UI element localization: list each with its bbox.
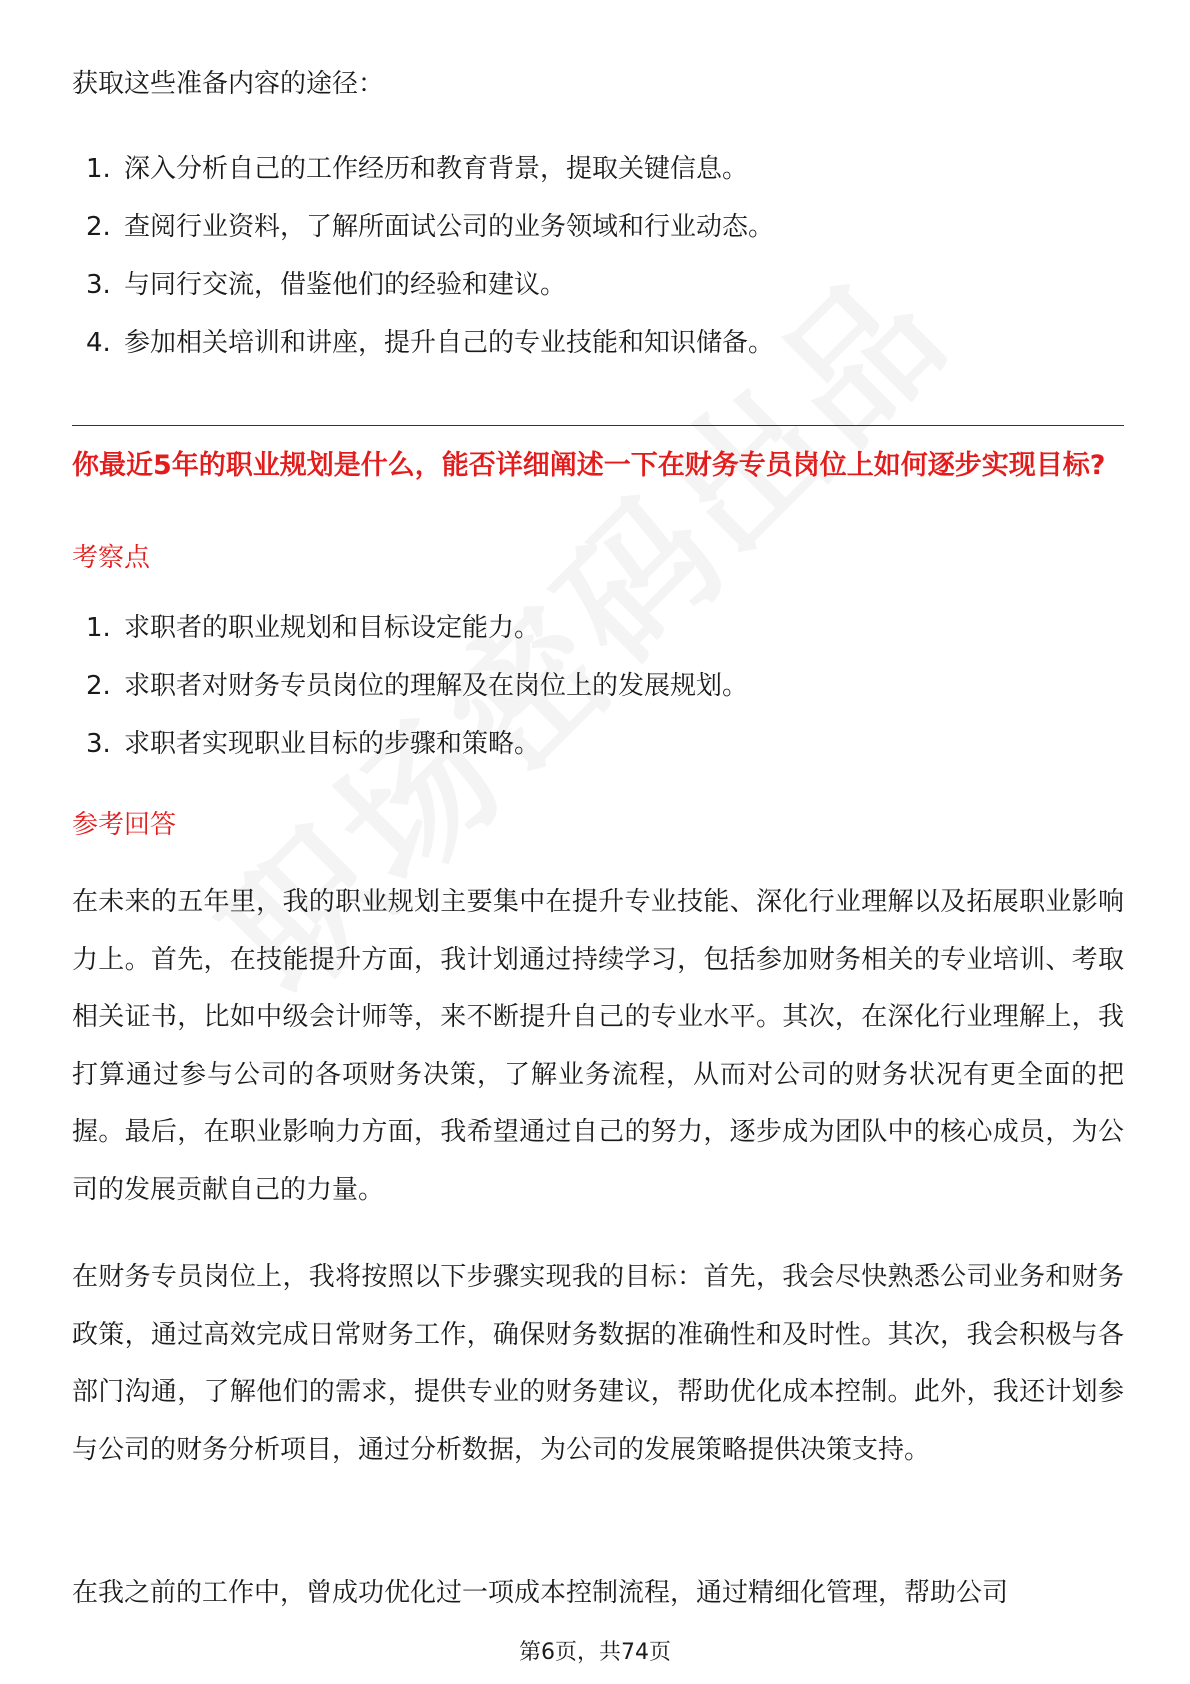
list-item-text: 求职者的职业规划和目标设定能力。 — [124, 613, 541, 643]
list-item — [72, 267, 1124, 325]
answer-paragraph: 在我之前的工作中，曾成功优化过一项成本控制流程，通过精细化管理，帮助公司 — [72, 1578, 1009, 1608]
prep-methods-list — [72, 151, 1124, 383]
list-item — [72, 668, 1124, 726]
list-item — [72, 726, 1124, 784]
list-item — [72, 209, 1124, 267]
list-item — [72, 610, 1124, 668]
answer-paragraph: 在未来的五年里，我的职业规划主要集中在提升专业技能、深化行业理解以及拓展职业影响力上。首先，在技能提升方面，我计划通过持续学习，包括参加财务相关的专业培训、考取相关证书，比如中级会计师等，来不断提升自己的专业水平。其次，在深化行业理解上，我打算通过参与公司的各项财务决策，了解业务流程，从而对公司的财务状况有更全面的把握。最后，在职业影响力方面，我希望通过自己的努力，逐步成为团队中的核心成员，为公司的发展贡献自己的力量。 — [72, 887, 1124, 1205]
list-item-text: 与同行交流，借鉴他们的经验和建议。 — [124, 270, 567, 300]
list-number: 2. — [86, 212, 111, 242]
points-list — [72, 610, 1124, 784]
list-number: 3. — [86, 729, 111, 759]
list-number: 4. — [86, 328, 111, 358]
list-number: 1. — [86, 154, 111, 184]
list-item-text: 求职者实现职业目标的步骤和策略。 — [124, 729, 541, 759]
list-number: 2. — [86, 671, 111, 701]
list-item-text: 深入分析自己的工作经历和教育背景，提取关键信息。 — [124, 154, 749, 184]
list-number: 1. — [86, 613, 111, 643]
answer-paragraph: 在财务专员岗位上，我将按照以下步骤实现我的目标：首先，我会尽快熟悉公司业务和财务政策，通过高效完成日常财务工作，确保财务数据的准确性和及时性。其次，我会积极与各部门沟通，了解他们的需求，提供专业的财务建议，帮助优化成本控制。此外，我还计划参与公司的财务分析项目，通过分析数据，为公司的发展策略提供决策支持。 — [72, 1262, 1124, 1465]
question-title: 你最近5年的职业规划是什么，能否详细阐述一下在财务专员岗位上如何逐步实现目标? — [72, 450, 1106, 481]
list-item-text: 参加相关培训和讲座，提升自己的专业技能和知识储备。 — [124, 328, 775, 358]
section-divider — [72, 425, 1124, 426]
list-item — [72, 151, 1124, 209]
points-heading: 考察点 — [72, 543, 151, 573]
page-footer: 第6页，共74页 — [519, 1640, 671, 1665]
list-item-text: 求职者对财务专员岗位的理解及在岗位上的发展规划。 — [124, 671, 749, 701]
answer-heading: 参考回答 — [72, 810, 177, 840]
intro-text: 获取这些准备内容的途径： — [72, 69, 385, 99]
list-item-text: 查阅行业资料，了解所面试公司的业务领域和行业动态。 — [124, 212, 775, 242]
list-number: 3. — [86, 270, 111, 300]
list-item — [72, 325, 1124, 383]
